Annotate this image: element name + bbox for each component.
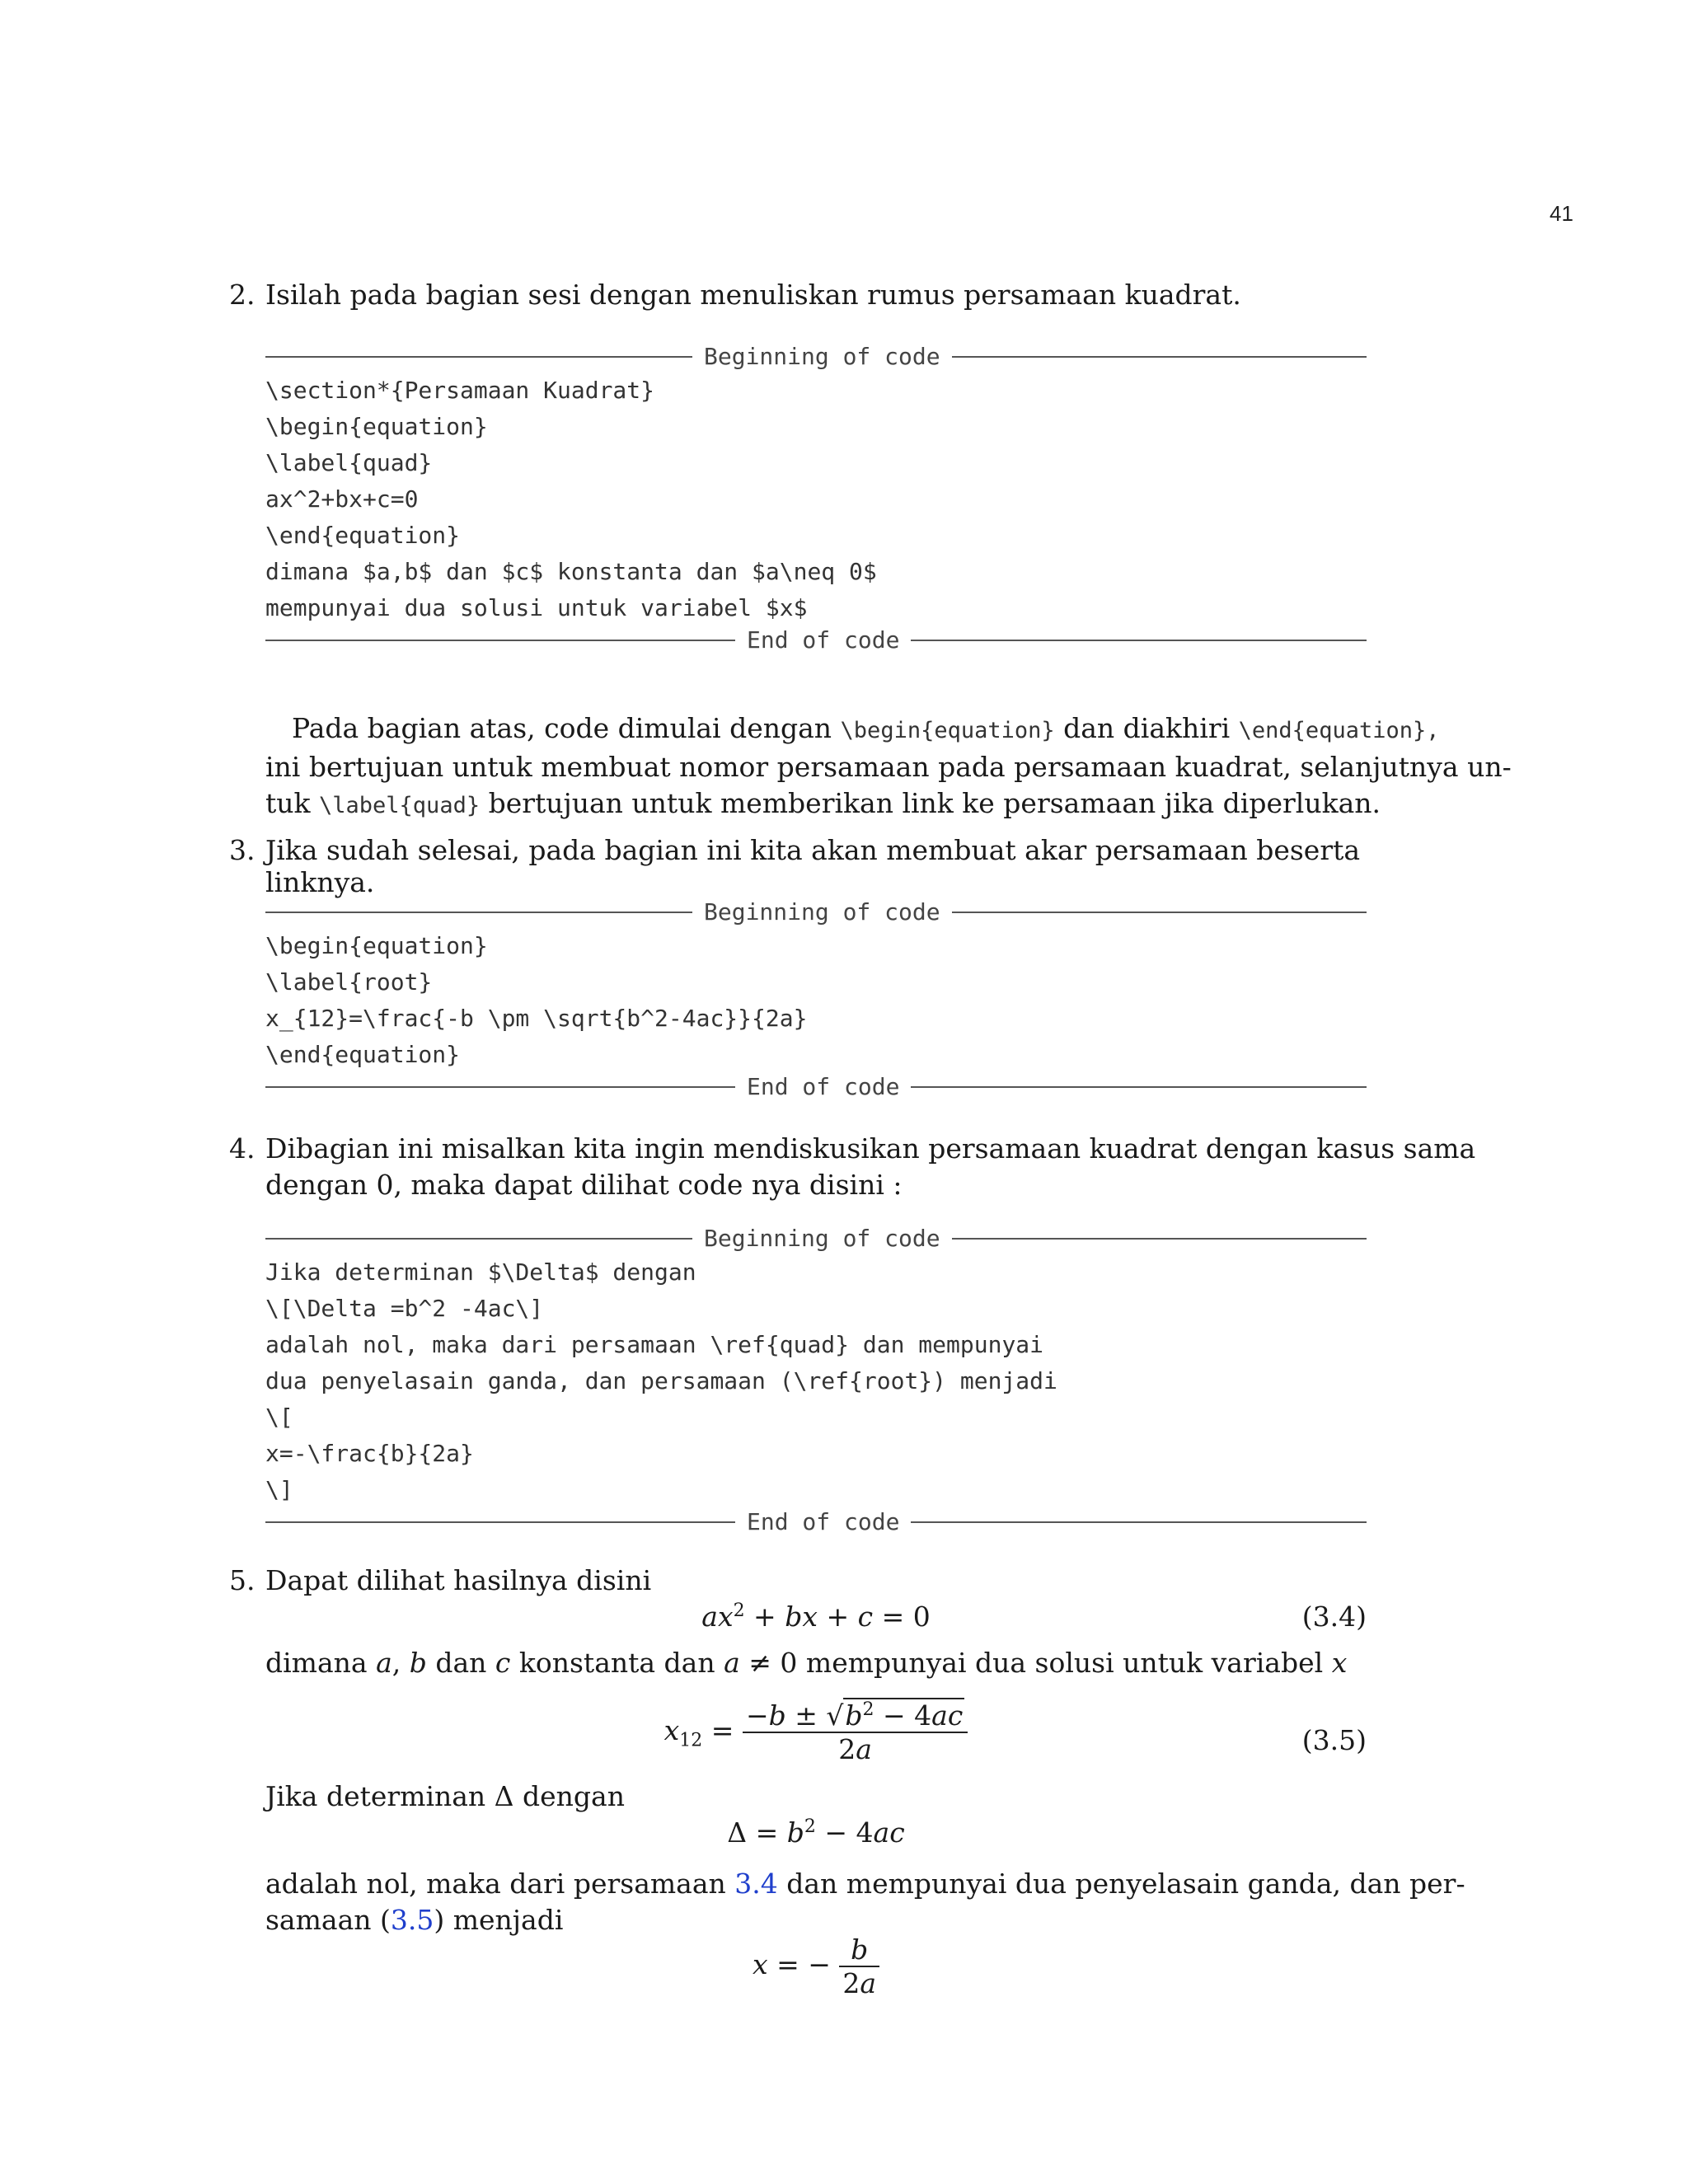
- code-line: mempunyai dua solusi untuk variabel $x$: [265, 594, 808, 621]
- code-end-rule: [265, 1073, 1367, 1099]
- result-sentence-3: adalah nol, maka dari persamaan 3.4 dan mempunyai dua penyelasain ganda, dan per- samaan (3.5) menjadi: [265, 1868, 1465, 1936]
- code-line: adalah nol, maka dari persamaan \ref{quad} dan mempunyai: [265, 1331, 1044, 1358]
- code-line: \begin{equation}: [265, 413, 488, 440]
- code-begin-rule: [265, 898, 1367, 925]
- equation-number: (3.4): [1301, 1601, 1367, 1633]
- fraction: $\frac{-b \pm √b^2 - 4ac}{2a}$: [743, 1699, 968, 1765]
- inline-code: \label{quad}: [319, 793, 481, 818]
- code-line: \end{equation}: [265, 1041, 461, 1068]
- code-line: \[: [265, 1404, 293, 1431]
- item-text: dengan 0, maka dapat dilihat code nya disini :: [265, 1169, 903, 1201]
- equation-roots: [265, 1699, 1367, 1790]
- equation-body: $ax^2$ + bx + c = 0: [701, 1601, 931, 1633]
- code-begin-label: Beginning of code: [692, 1225, 952, 1252]
- fraction: $\frac{b}{2a}$: [839, 1933, 879, 1999]
- code-line: x_{12}=\frac{-b \pm \sqrt{b^2-4ac}}{2a}: [265, 1005, 808, 1032]
- inline-code: \end{equation},: [1238, 718, 1440, 743]
- equation-link-3-5[interactable]: 3.5: [390, 1904, 434, 1936]
- code-line: ax^2+bx+c=0: [265, 485, 419, 513]
- code-block-2: [265, 898, 1367, 1099]
- code-end-label: End of code: [735, 1073, 911, 1100]
- code-begin-label: Beginning of code: [692, 898, 952, 926]
- code-end-label: End of code: [735, 626, 911, 654]
- result-sentence-2: Jika determinan Δ dengan: [265, 1780, 625, 1812]
- code-end-label: End of code: [735, 1508, 911, 1535]
- item-number: 2.: [229, 279, 256, 311]
- code-line: \section*{Persamaan Kuadrat}: [265, 377, 655, 404]
- code-begin-rule: [265, 1225, 1367, 1251]
- page-number: 41: [1550, 201, 1573, 226]
- code-line: \label{root}: [265, 968, 433, 996]
- code-line: dua penyelasain ganda, dan persamaan (\ref{root}) menjadi: [265, 1367, 1057, 1394]
- explanation-paragraph: Pada bagian atas, code dimulai dengan \begin{equation} dan diakhiri \end{equation}, ini bertujuan untuk membuat nomor persamaan pada persamaan kuadrat, selanjutnya un- tuk \label{quad} bertujuan untuk memberikan link ke persamaan jika diperlukan.: [265, 712, 1512, 819]
- code-line: \label{quad}: [265, 449, 433, 476]
- code-line: \[\Delta =b^2 -4ac\]: [265, 1295, 544, 1322]
- equation-quadratic: [265, 1601, 1367, 1642]
- code-line: \end{equation}: [265, 522, 461, 549]
- code-line: \]: [265, 1476, 293, 1503]
- item-text: Dibagian ini misalkan kita ingin mendiskusikan persamaan kuadrat dengan kasus sama: [265, 1132, 1476, 1165]
- code-line: x=-\frac{b}{2a}: [265, 1440, 474, 1467]
- item-number: 4.: [229, 1132, 256, 1165]
- equation-link-3-4[interactable]: 3.4: [734, 1868, 778, 1900]
- inline-code: \begin{equation}: [840, 718, 1055, 743]
- code-end-rule: [265, 626, 1367, 653]
- equation-delta: [265, 1816, 1367, 1858]
- item-text: Dapat dilihat hasilnya disini: [265, 1564, 652, 1596]
- code-end-rule: [265, 1508, 1367, 1535]
- code-line: dimana $a,b$ dan $c$ konstanta dan $a\neq 0$: [265, 558, 877, 585]
- code-block-1: [265, 343, 1367, 653]
- code-block-3: [265, 1225, 1367, 1535]
- equation-double-root: [265, 1933, 1367, 2016]
- item-text: Isilah pada bagian sesi dengan menuliskan rumus persamaan kuadrat.: [265, 279, 1241, 311]
- result-sentence-1: dimana a, b dan c konstanta dan a ≠ 0 mempunyai dua solusi untuk variabel x: [265, 1647, 1348, 1679]
- equation-number: (3.5): [1301, 1724, 1367, 1756]
- equation-body: $x_{12}$ = $\frac{-b \pm √b^2 - 4ac}{2a}$: [265, 1699, 1367, 1765]
- code-begin-label: Beginning of code: [692, 343, 952, 370]
- equation-body: $\Delta = b^2 - 4ac$: [727, 1816, 905, 1849]
- code-line: Jika determinan $\Delta$ dengan: [265, 1258, 696, 1286]
- item-number: 3.: [229, 834, 256, 866]
- item-number: 5.: [229, 1564, 256, 1596]
- code-begin-rule: [265, 343, 1367, 369]
- item-text: Jika sudah selesai, pada bagian ini kita akan membuat akar persamaan beserta linknya.: [265, 834, 1361, 898]
- equation-body: x = − $\frac{b}{2a}$: [265, 1933, 1367, 1999]
- code-line: \begin{equation}: [265, 932, 488, 959]
